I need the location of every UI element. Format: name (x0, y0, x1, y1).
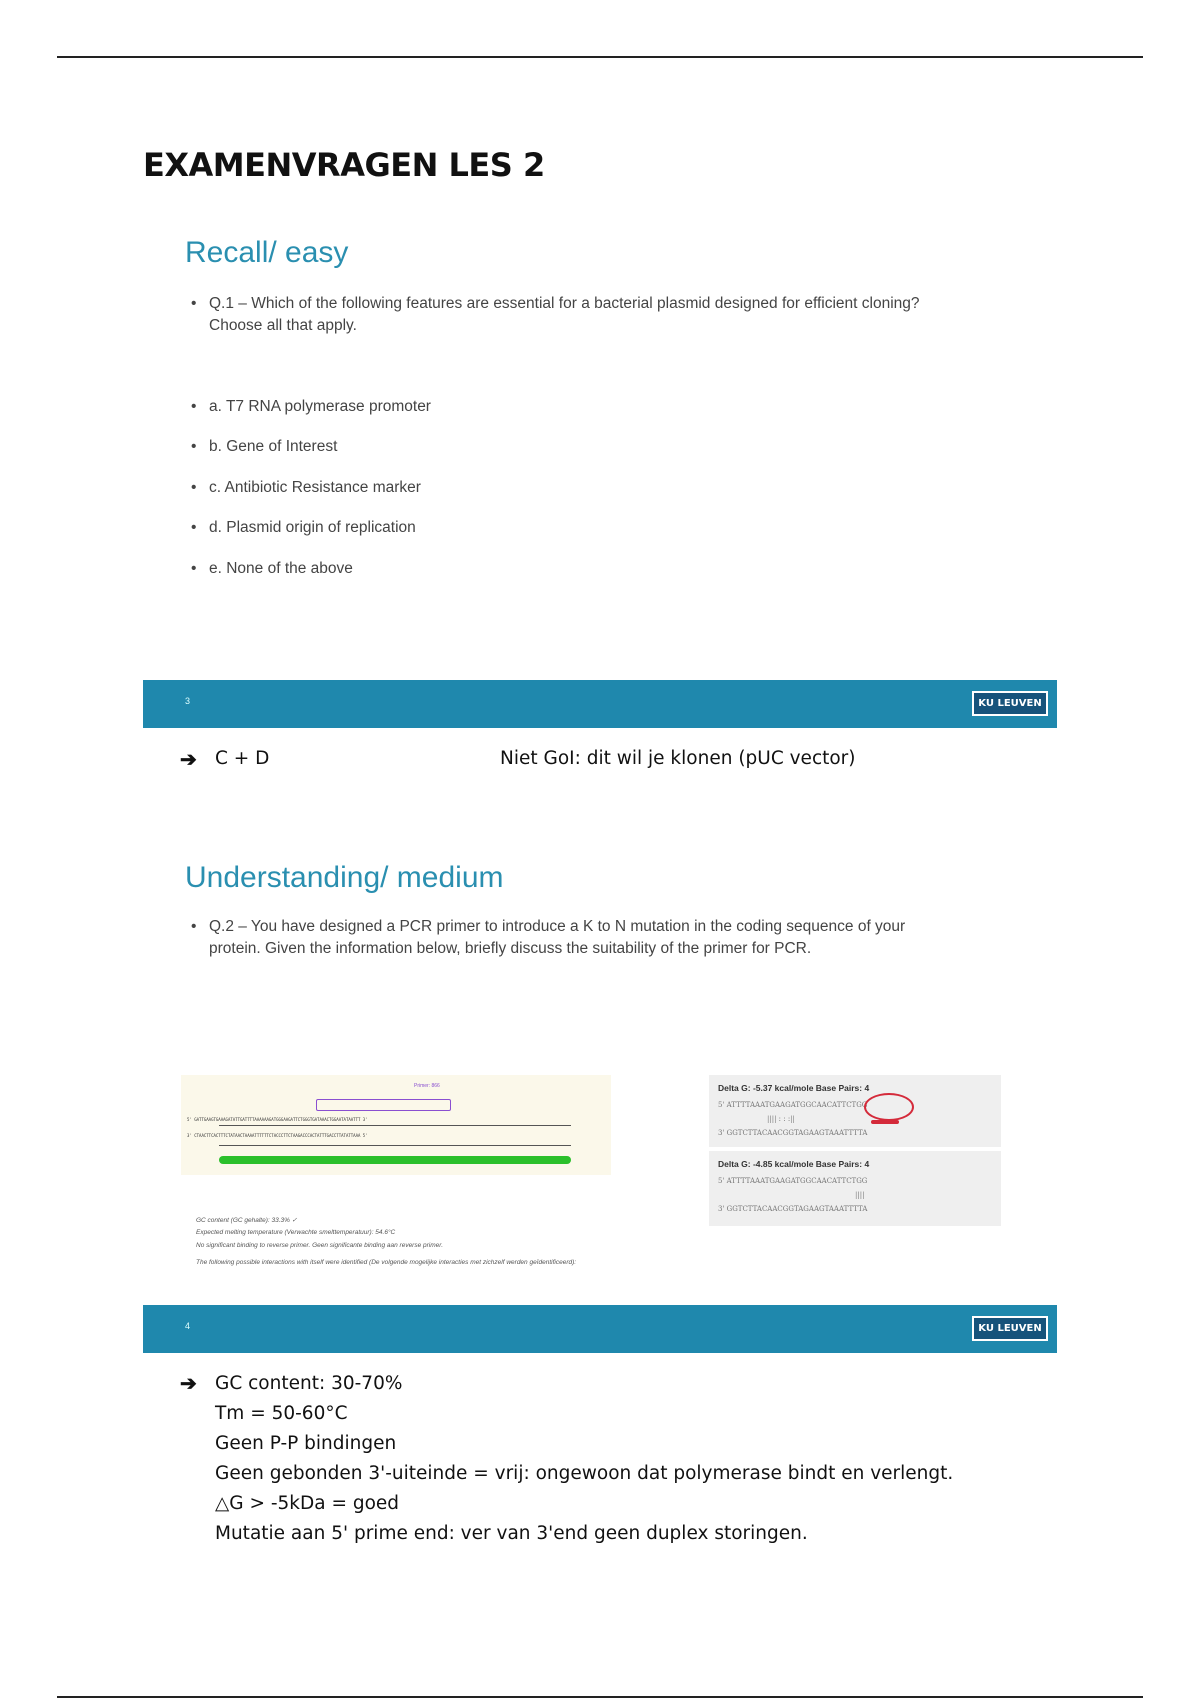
bottom-rule (57, 1696, 1143, 1698)
gc-content-note: GC content (GC gehalte): 33.3% ✓ (196, 1217, 298, 1224)
option-label: b. Gene of Interest (209, 438, 338, 455)
primer-label: Primer: 866 (414, 1083, 440, 1089)
option-label: a. T7 RNA polymerase promoter (209, 398, 431, 415)
arrow-icon: ➔ (180, 749, 197, 771)
top-rule (57, 56, 1143, 58)
option-label: e. None of the above (209, 560, 353, 577)
delta-g-box-1 (709, 1075, 1001, 1147)
answer-list (215, 1369, 953, 1549)
slide-recall (143, 222, 1057, 728)
question-line: Q.1 – Which of the following features are essential for a bacterial plasmid designed for efficient cloning? (209, 295, 920, 312)
dimer-seq-top: 5' ATTTTAAATGAAGATGGCAACATTCTGG (718, 1101, 868, 1109)
sequence-ruler (219, 1125, 571, 1126)
ku-leuven-logo: KU LEUVEN (972, 691, 1048, 716)
slide-page-number: 4 (185, 1321, 191, 1331)
option-label: c. Antibiotic Resistance marker (209, 479, 421, 496)
arrow-icon: ➔ (180, 1373, 197, 1395)
answer-line: Mutatie aan 5' prime end: ver van 3'end geen duplex storingen. (215, 1523, 808, 1544)
ku-leuven-logo: KU LEUVEN (972, 1316, 1048, 1341)
slide-heading: Recall/ easy (185, 236, 349, 269)
bullet-icon: • (191, 398, 197, 415)
slide-heading: Understanding/ medium (185, 861, 504, 894)
primer-box (316, 1099, 451, 1111)
annotation-circle (864, 1093, 914, 1121)
answer-line: Tm = 50-60°C (215, 1403, 348, 1424)
delta-g-title: Delta G: -4.85 kcal/mole Base Pairs: 4 (718, 1159, 870, 1169)
answer-note: Niet GoI: dit wil je klonen (pUC vector) (500, 748, 856, 769)
answer-line: GC content: 30-70% (215, 1373, 403, 1394)
sequence-ruler (219, 1145, 571, 1146)
bullet-icon: • (191, 295, 197, 312)
orf-bar (219, 1156, 571, 1164)
bullet-icon: • (191, 438, 197, 455)
bullet-icon: • (191, 479, 197, 496)
bullet-icon: • (191, 918, 197, 935)
binding-note: No significant binding to reverse primer. Geen significante binding aan reverse primer. (196, 1242, 444, 1249)
sequence-forward: 5' GATTGAAGTGAAAGATATTGATTTTAAAAAAGATGGGAAGATTCTGGGTGATAAACTGGAATATAATTT 3' (187, 1117, 368, 1122)
dimer-pairing: |||| (855, 1191, 865, 1199)
answer-line: △G > -5kDa = goed (215, 1493, 400, 1514)
bullet-icon: • (191, 560, 197, 577)
question-line: Choose all that apply. (209, 317, 357, 334)
option-d (185, 517, 1029, 539)
option-e (185, 558, 1029, 580)
answer-line: Geen gebonden 3'-uiteinde = vrij: ongewoon dat polymerase bindt en verlengt. (215, 1463, 954, 1484)
option-label: d. Plasmid origin of replication (209, 519, 416, 536)
question-line: Q.2 – You have designed a PCR primer to introduce a K to N mutation in the coding sequence of your (209, 918, 906, 935)
bullet-icon: • (191, 519, 197, 536)
document-title: EXAMENVRAGEN LES 2 (143, 146, 545, 184)
option-b (185, 436, 1029, 458)
question-line: protein. Given the information below, briefly discuss the suitability of the primer for PCR. (209, 940, 812, 957)
annotation-arrow (871, 1120, 899, 1124)
dimer-seq-bottom: 3' GGTCTTACAACGGTAGAAGTAAATTTTA (718, 1129, 868, 1137)
dimer-seq-bottom: 3' GGTCTTACAACGGTAGAAGTAAATTTTA (718, 1205, 868, 1213)
slide-footer (143, 1305, 1057, 1353)
dimer-pairing: |||| : : :|| (767, 1115, 795, 1123)
slide-page-number: 3 (185, 696, 191, 706)
interactions-note: The following possible interactions with itself were identified (De volgende mogelijke interacties met zichzelf werden geïdentificeerd): (196, 1259, 577, 1266)
option-c (185, 477, 1029, 499)
delta-g-box-2 (709, 1151, 1001, 1226)
delta-g-title: Delta G: -5.37 kcal/mole Base Pairs: 4 (718, 1083, 870, 1093)
question-1 (185, 293, 1029, 337)
primer-sequence-figure (181, 1075, 611, 1175)
sequence-reverse: 3' CTAACTTCACTTTCTATAACTAAAATTTTTTCTACCCTTCTAAGACCCACTATTTGACCTTATATTAAA 5' (187, 1133, 368, 1138)
option-a (185, 396, 1029, 418)
question-2 (185, 916, 1029, 960)
dimer-seq-top: 5' ATTTTAAATGAAGATGGCAACATTCTGG (718, 1177, 868, 1185)
slide-footer (143, 680, 1057, 728)
answer-text: C + D (215, 748, 270, 769)
answer-line: Geen P-P bindingen (215, 1433, 397, 1454)
tm-note: Expected melting temperature (Verwachte smelttemperatuur): 54.6°C (196, 1229, 396, 1236)
